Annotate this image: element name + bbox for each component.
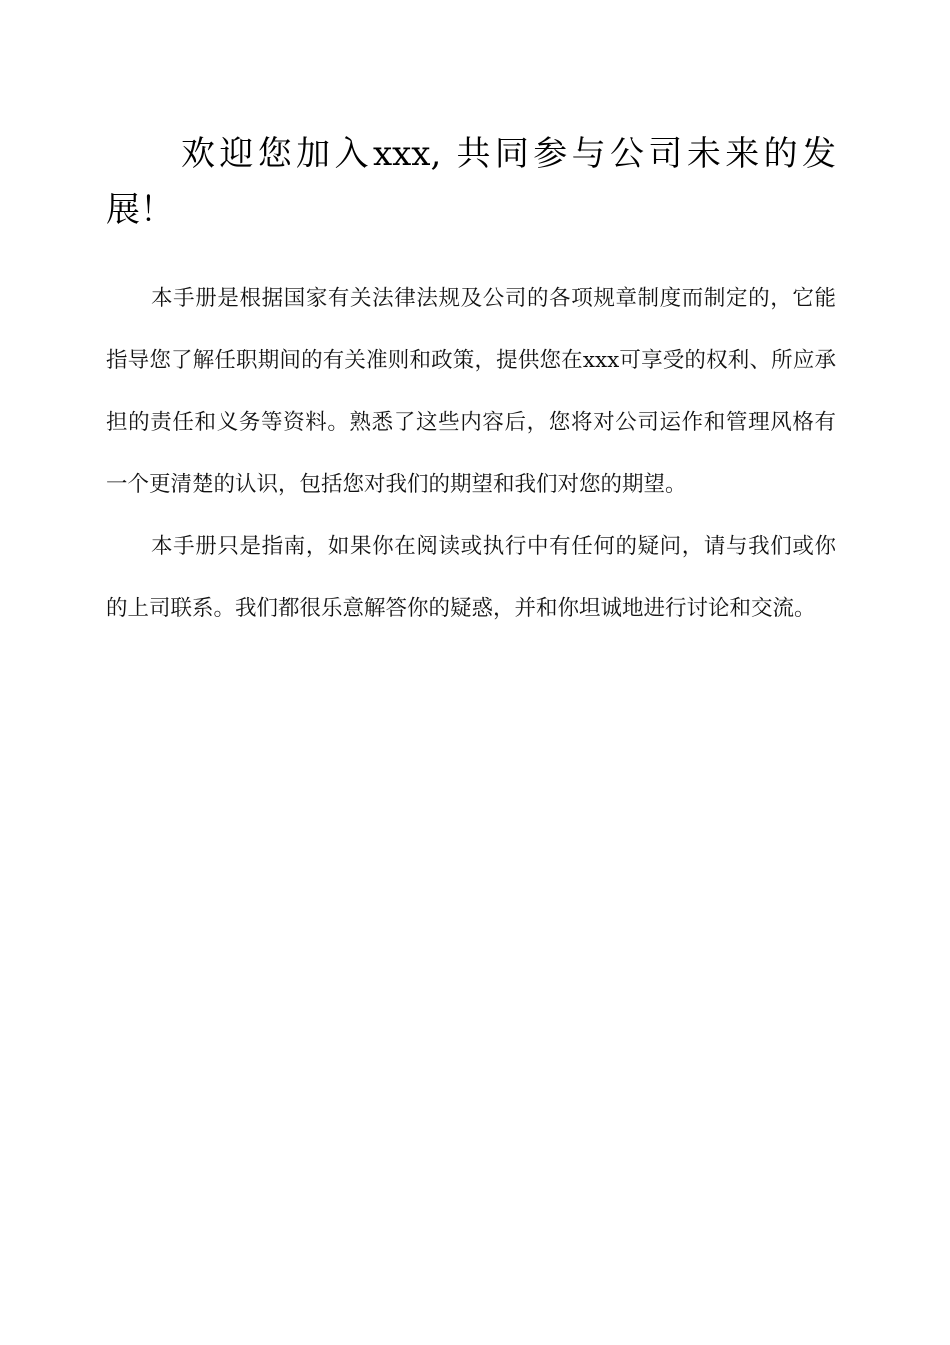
document-body: [106, 126, 836, 640]
intro-paragraph: 本手册是根据国家有关法律法规及公司的各项规章制度而制定的，它能指导您了解任职期间的有关准则和政策，提供您在xxx可享受的权利、所应承担的责任和义务等资料。熟悉了这些内容后，您将对公司运作和管理风格有一个更清楚的认识，包括您对我们的期望和我们对您的期望。: [106, 286, 836, 497]
welcome-heading: 欢迎您加入xxx, 共同参与公司未来的发展！: [106, 134, 836, 230]
guidance-paragraph: 本手册只是指南，如果你在阅读或执行中有任何的疑问，请与我们或你的上司联系。我们都很乐意解答你的疑惑，并和你坦诚地进行讨论和交流。: [106, 534, 836, 621]
